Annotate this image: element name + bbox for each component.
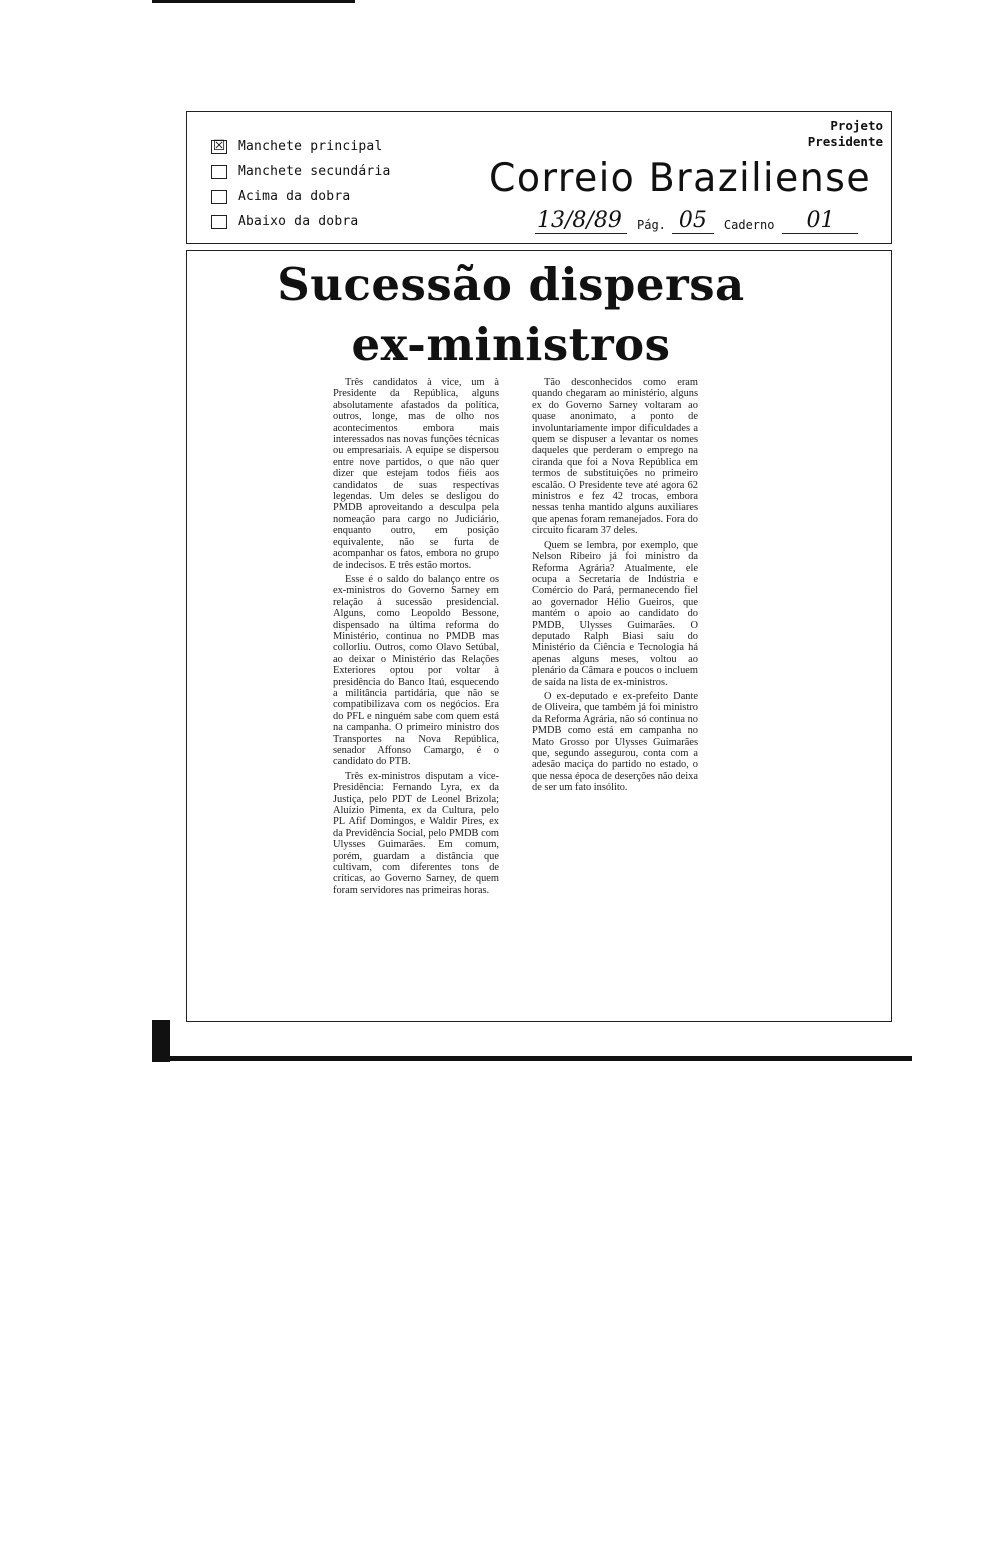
paragraph: Esse é o saldo do balanço entre os ex-ministros do Governo Sarney em relação à sucessão presidencial. Alguns, como Leopoldo Bessone, dispensado na última reforma do Ministério, continua no PMDB mas collorliu. Outros, como Olavo Setúbal, ao deixar o Ministério das Relações Exteriores optou por voltar à presidência do Banco Itaú, esquecendo a militância partidária, que não se compatibilizava com os negócios. Era do PFL e ninguém sabe com quem está na campanha. O primeiro ministro dos Transportes na Nova República, senador Affonso Camargo, é o candidato do PTB. — [333, 573, 499, 768]
article-column-1 — [333, 377, 499, 899]
checklist-label: Abaixo da dobra — [238, 214, 359, 229]
checked-box-icon — [211, 137, 227, 154]
article-clipping — [186, 250, 892, 1022]
clipping-header — [186, 111, 892, 244]
scan-edge-bar — [152, 1020, 170, 1062]
date-value: 13/8/89 — [535, 208, 627, 234]
empty-box-icon — [211, 215, 227, 229]
newspaper-name: Correio Braziliense — [489, 156, 872, 201]
paragraph: Três candidatos à vice, um à Presidente da República, alguns absolutamente afastados da política, outros, longe, mas de olho nos acontecimentos embora mais interessados nas novas funções técnicas ou empresariais. A equipe se dispersou entre nove partidos, o que não quer dizer que estejam todos fiéis aos candidatos de suas respectivas legendas. Um deles se desligou do PMDB aproveitando a desculpa pela nomeação para cargo no Judiciário, enquanto outro, em posição equivalente, não se furta de acompanhar os fatos, embora no grupo de indecisos. E três estão mortos. — [333, 377, 499, 571]
checklist-label: Acima da dobra — [238, 189, 351, 204]
placement-checklist — [211, 134, 391, 234]
date-page-line — [535, 208, 858, 234]
headline-line-2: ex-ministros — [351, 318, 671, 371]
page-label: Pág. — [637, 218, 666, 232]
bottom-rule — [170, 1056, 912, 1061]
project-line-1: Projeto — [830, 118, 883, 133]
paragraph: Tão desconhecidos como eram quando chegaram ao ministério, alguns ex do Governo Sarney voltaram ao quase anonimato, a ponto de involuntariamente impor dificuldades a quem se dispuser a levantar os nomes daqueles que perderam o emprego na ciranda que foi a Nova República em termos de substituições no primeiro escalão. O Presidente teve até agora 62 ministros e fez 42 trocas, embora nessas tenha mantido alguns auxiliares que apenas foram remanejados. Fora do circuito ficaram 37 deles. — [532, 377, 698, 537]
page-value: 05 — [672, 208, 714, 234]
checklist-item-manchete-secundaria — [211, 159, 391, 184]
checklist-item-abaixo-da-dobra — [211, 209, 391, 234]
article-headline — [159, 255, 863, 375]
paragraph: Três ex-ministros disputam a vice-Presidência: Fernando Lyra, ex da Justiça, pelo PDT de Leonel Brizola; Aluízio Pimenta, ex da Cultura, pelo PL Afif Domingos, e Waldir Pires, ex da Previdência Social, pelo PMDB com Ulysses Guimarães. Em comum, porém, guardam a distância que cultivam, com diferentes tons de críticas, ao Governo Sarney, de quem foram servidores nas primeiras horas. — [333, 770, 499, 896]
empty-box-icon — [211, 190, 227, 204]
project-line-2: Presidente — [807, 134, 883, 149]
headline-line-1: Sucessão dispersa — [277, 258, 745, 311]
paragraph: Quem se lembra, por exemplo, que Nelson Ribeiro já foi ministro da Reforma Agrária? Atualmente, ele ocupa a Secretaria de Indústria e Comércio do Pará, permanecendo fiel ao governador Hélio Gueiros, que mantém o apoio ao candidato do PMDB, Ulysses Guimarães. O deputado Ralph Biasi saiu do Ministério da Ciência e Tecnologia há apenas alguns meses, voltou ao plenário da Câmara e poucos o incluem de saída na lista de ex-ministros. — [532, 539, 698, 688]
check-mark: ☒ — [212, 137, 226, 154]
checklist-item-acima-da-dobra — [211, 184, 391, 209]
checklist-item-manchete-principal — [211, 134, 391, 159]
paragraph: O ex-deputado e ex-prefeito Dante de Oliveira, que também já foi ministro da Reforma Agrária, não só continua no PMDB como está em campanha no Mato Grosso por Ulysses Guimarães que, segundo assegurou, conta com a adesão maciça do partido no estado, o que nessa época de deserções não deixa de ser um fato insólito. — [532, 690, 698, 794]
checklist-label: Manchete principal — [238, 139, 383, 154]
project-label — [808, 118, 883, 150]
article-column-2 — [532, 377, 698, 797]
section-label: Caderno — [723, 218, 775, 232]
checklist-label: Manchete secundária — [238, 164, 391, 179]
section-value: 01 — [782, 208, 858, 234]
top-rule — [152, 0, 355, 3]
empty-box-icon — [211, 165, 227, 179]
